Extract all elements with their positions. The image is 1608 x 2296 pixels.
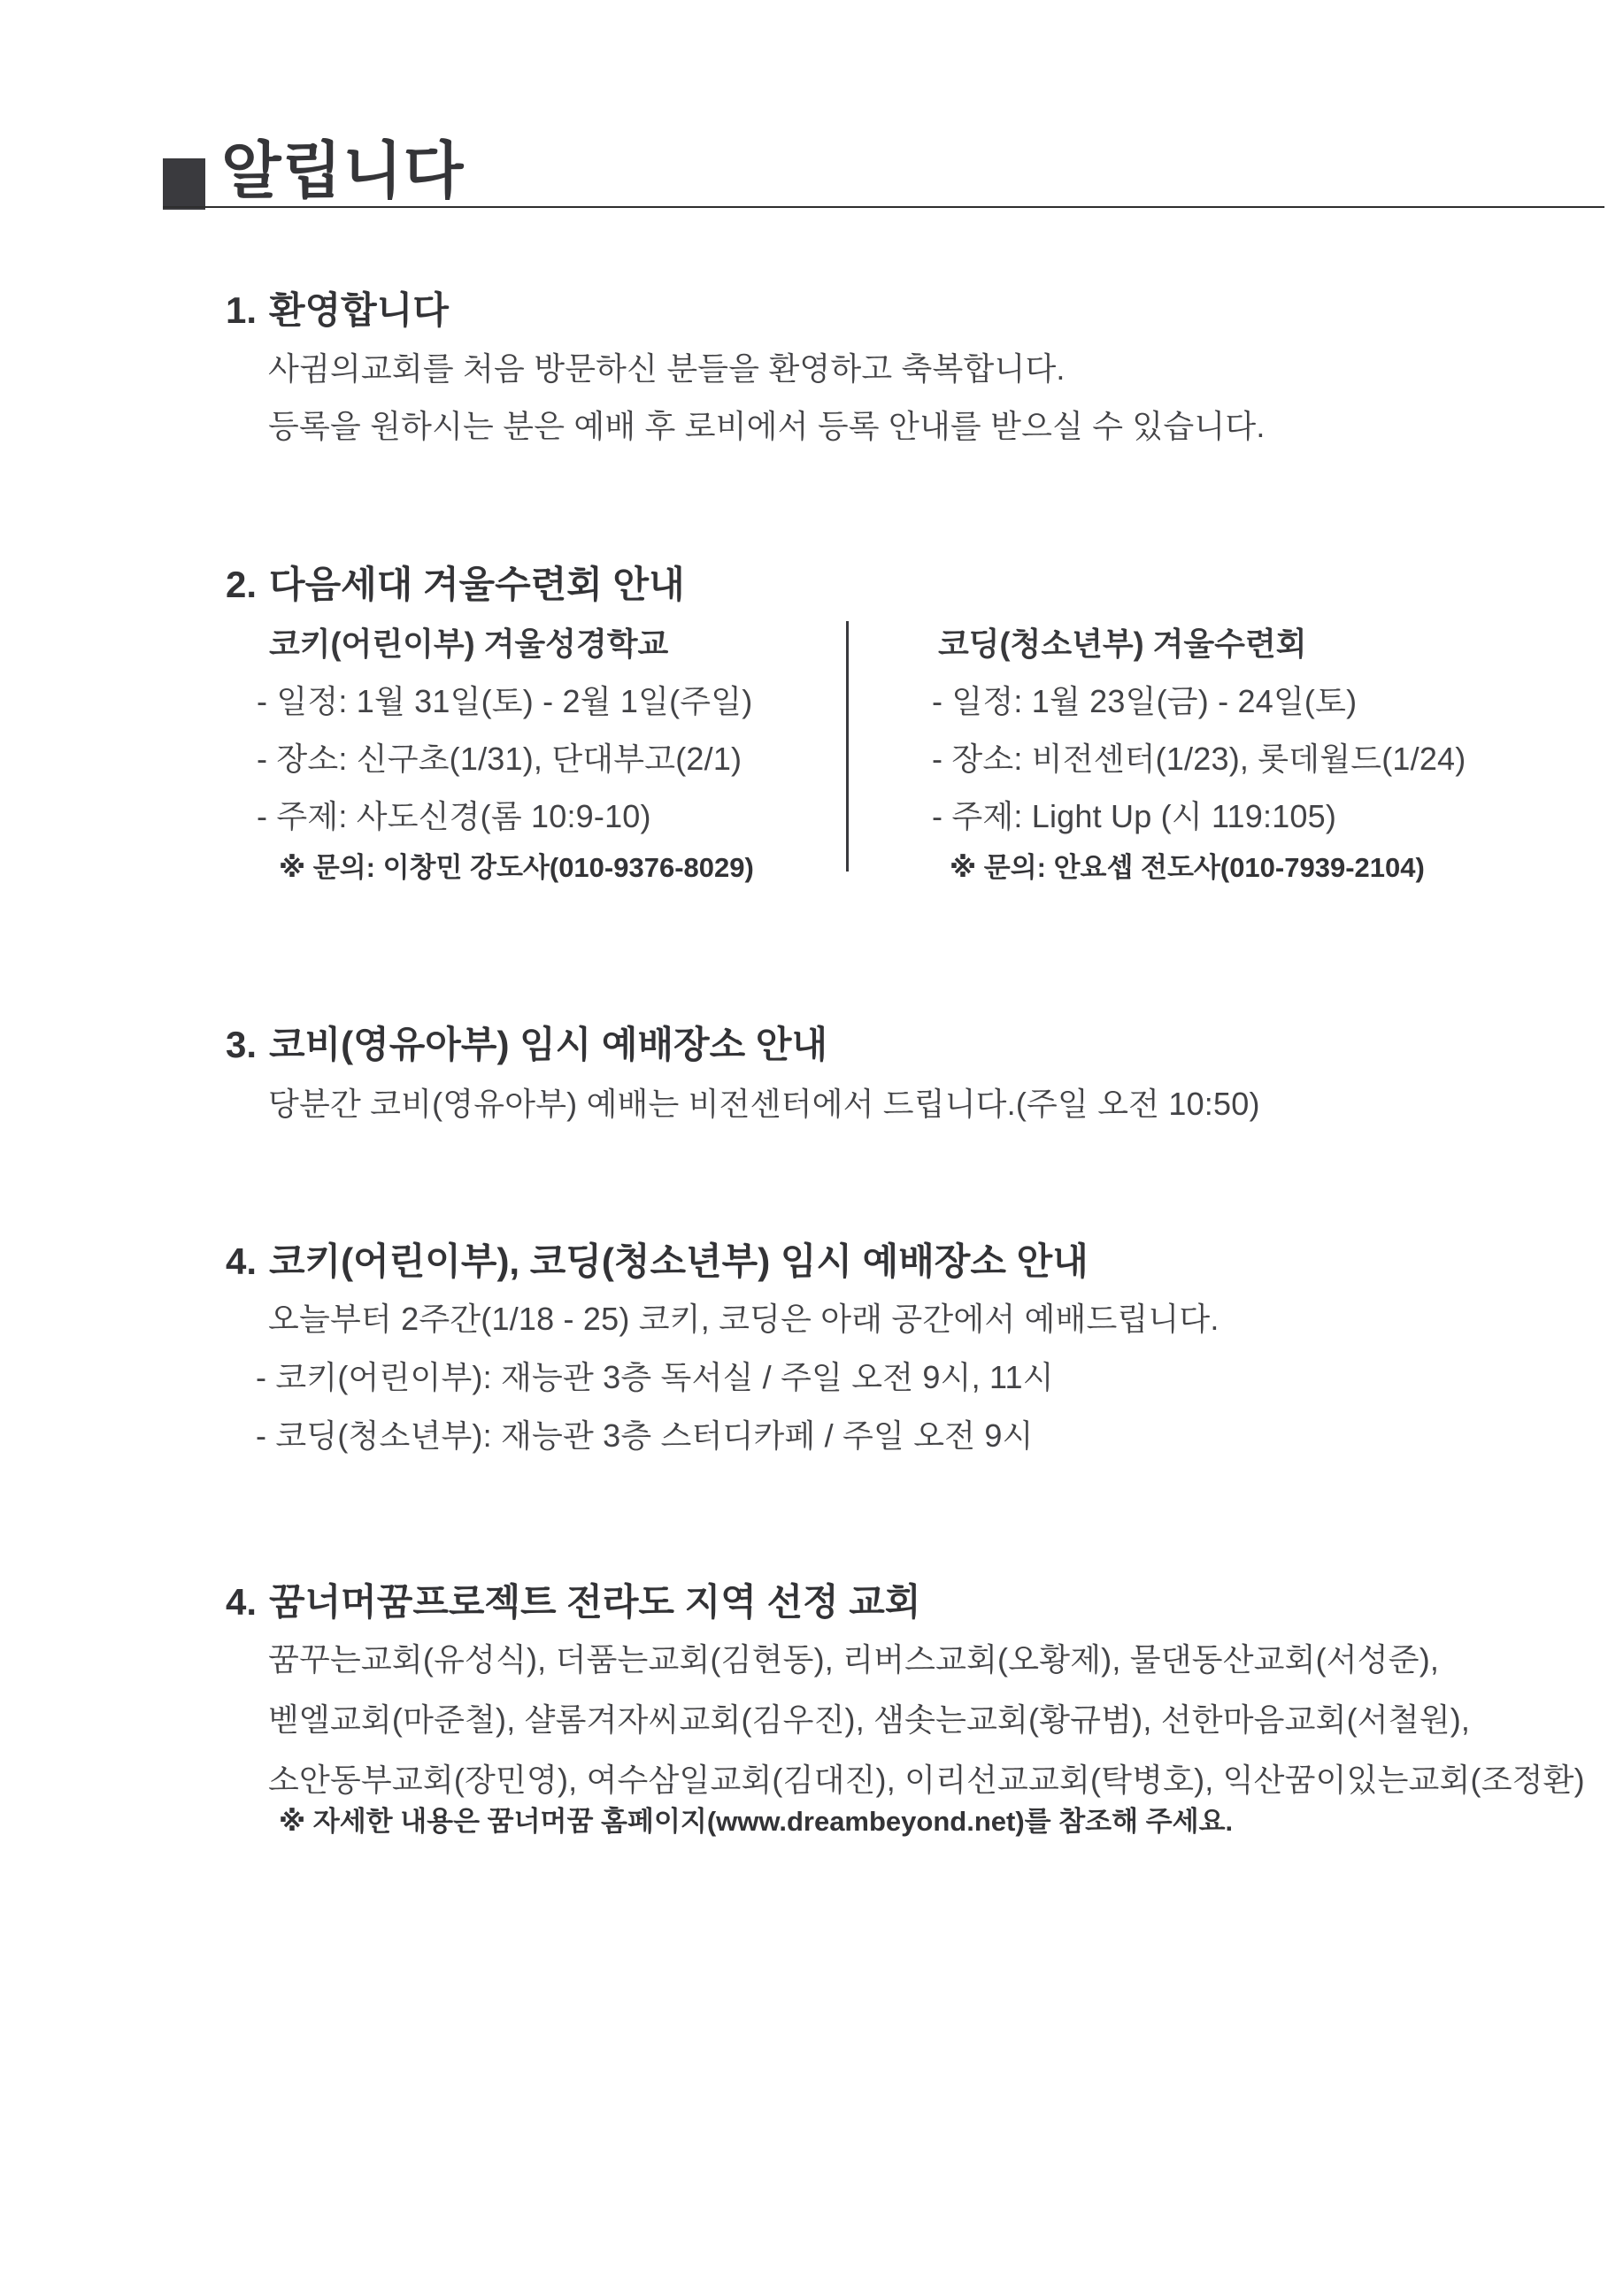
section-title: 환영합니다 (269, 289, 449, 331)
welcome-body-line: 사귐의교회를 처음 방문하신 분들을 환영하고 축복합니다. (268, 350, 1066, 387)
section-kobi-heading (226, 1024, 827, 1066)
section-dream-project-heading (226, 1581, 920, 1624)
koding-column-title: 코딩(청소년부) 겨울수련회 (938, 626, 1307, 662)
dream-project-body-line: 꿈꾸는교회(유성식), 더품는교회(김현동), 리버스교회(오황제), 물댄동산교회(서성준), (268, 1641, 1440, 1678)
dream-project-body-line: 벧엘교회(마준철), 샬롬겨자씨교회(김우진), 샘솟는교회(황규범), 선한마음교회(서철원), (268, 1701, 1471, 1738)
section-number: 3. (226, 1024, 258, 1065)
section-number: 4. (226, 1240, 258, 1282)
header-divider-rule (163, 206, 1604, 208)
welcome-body-line: 등록을 원하시는 분은 예배 후 로비에서 등록 안내를 받으실 수 있습니다. (268, 408, 1266, 444)
koding-item: - 주제: Light Up (시 119:105) (932, 798, 1337, 834)
section-number: 4. (226, 1581, 258, 1623)
venue-body-line: - 코딩(청소년부): 재능관 3층 스터디카페 / 주일 오전 9시 (256, 1417, 1034, 1454)
dream-project-body-line: 소안동부교회(장민영), 여수삼일교회(김대진), 이리선교교회(탁병호), 익산꿈이있는교회(조정환) (268, 1762, 1585, 1798)
koki-contact-note: ※ 문의: 이창민 강도사(010-9376-8029) (279, 852, 754, 883)
venue-body-line: 오늘부터 2주간(1/18 - 25) 코키, 코딩은 아래 공간에서 예배드립니다. (268, 1301, 1219, 1337)
koding-item: - 장소: 비전센터(1/23), 롯데월드(1/24) (932, 741, 1466, 777)
kobi-body-line: 당분간 코비(영유아부) 예배는 비전센터에서 드립니다.(주일 오전 10:50) (268, 1086, 1260, 1122)
koding-item: - 일정: 1월 23일(금) - 24일(토) (932, 683, 1358, 719)
page-title: 알립니다 (221, 136, 465, 205)
dream-project-website-note: ※ 자세한 내용은 꿈너머꿈 홈페이지(www.dreambeyond.net)를 참조해 주세요. (279, 1806, 1234, 1837)
venue-body-line: - 코키(어린이부): 재능관 3층 독서실 / 주일 오전 9시, 11시 (256, 1359, 1054, 1395)
title-square-bullet (163, 158, 205, 210)
section-title: 코키(어린이부), 코딩(청소년부) 임시 예배장소 안내 (269, 1240, 1089, 1282)
section-welcome-heading (226, 289, 449, 332)
section-venue-heading (226, 1240, 1089, 1283)
koding-contact-note: ※ 문의: 안요셉 전도사(010-7939-2104) (950, 852, 1425, 883)
section-number: 1. (226, 289, 258, 331)
section-title: 다음세대 겨울수련회 안내 (269, 564, 685, 605)
koki-item: - 주제: 사도신경(롬 10:9-10) (257, 798, 651, 834)
koki-column-title: 코키(어린이부) 겨울성경학교 (269, 626, 669, 662)
section-title: 코비(영유아부) 임시 예배장소 안내 (269, 1024, 828, 1065)
column-divider-line (846, 621, 849, 872)
koki-item: - 장소: 신구초(1/31), 단대부고(2/1) (257, 741, 742, 777)
section-retreat-heading (226, 564, 685, 606)
koki-item: - 일정: 1월 31일(토) - 2월 1일(주일) (257, 683, 753, 719)
section-title: 꿈너머꿈프로젝트 전라도 지역 선정 교회 (269, 1581, 921, 1623)
section-number: 2. (226, 564, 258, 605)
